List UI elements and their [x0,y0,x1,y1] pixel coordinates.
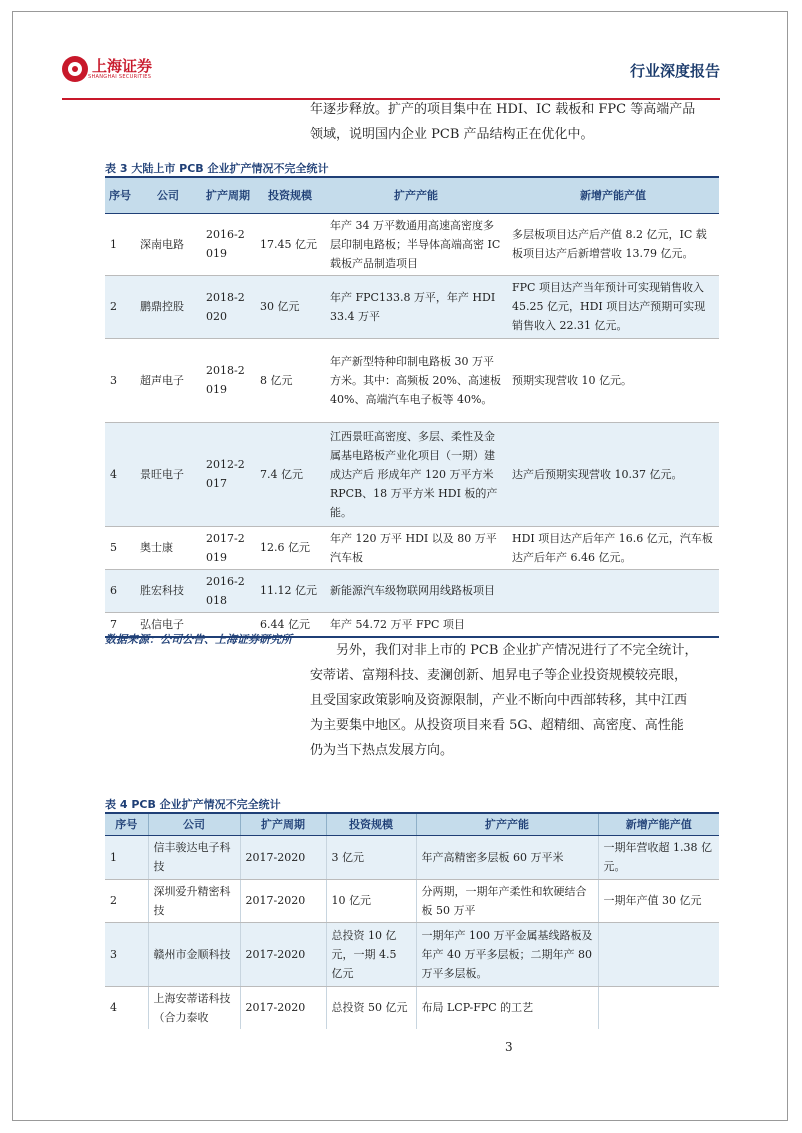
cell: 17.45 亿元 [255,213,325,275]
table3 [105,176,719,638]
table-row [105,835,719,879]
logo-icon [62,56,88,82]
col-header: 扩产产能 [416,813,598,835]
cell: 预期实现营收 10 亿元。 [507,338,719,422]
table4-caption: 表 4 PCB 企业扩产情况不完全统计 [105,798,281,811]
cell: 2018-2019 [201,338,255,422]
cell: 鹏鼎控股 [135,275,201,338]
cell: 一期年营收超 1.38 亿元。 [598,835,719,879]
cell: 10 亿元 [326,879,416,922]
cell: 2016-2018 [201,569,255,612]
cell: 3 [105,338,135,422]
cell: 多层板项目达产后产值 8.2 亿元，IC 载板项目达产后新增营收 13.79 亿元。 [507,213,719,275]
text-line: 年逐步释放。扩产的项目集中在 HDI、IC 载板和 FPC 等高端产品 [310,102,696,117]
cell: 8 亿元 [255,338,325,422]
table-row [105,526,719,569]
report-type: 行业深度报告 [629,62,720,80]
cell: 达产后预期实现营收 10.37 亿元。 [507,422,719,526]
cell: 奥士康 [135,526,201,569]
col-header: 公司 [148,813,240,835]
text-line: 安蒂诺、富翔科技、麦澜创新、旭昇电子等企业投资规模较亮眼， [310,668,688,683]
cell: 7.4 亿元 [255,422,325,526]
cell: 总投资 10 亿元，一期 4.5 亿元 [326,922,416,986]
table-row [105,422,719,526]
table-row [105,213,719,275]
col-header: 序号 [105,177,135,213]
cell: 上海安蒂诺科技（合力泰收 [148,986,240,1029]
cell: 年产 54.72 万平 FPC 项目 [325,612,507,637]
col-header: 序号 [105,813,148,835]
cell: 深南电路 [135,213,201,275]
cell: 1 [105,835,148,879]
table-row [105,569,719,612]
table-row [105,275,719,338]
text-line: 另外，我们对非上市的 PCB 企业扩产情况进行了不完全统计， [336,643,698,658]
table-row [105,986,719,1029]
cell: 年产 120 万平 HDI 以及 80 万平汽车板 [325,526,507,569]
text-line: 为主要集中地区。从投资项目来看 5G、超精细、高密度、高性能 [310,718,684,733]
cell: 3 [105,922,148,986]
col-header: 投资规模 [255,177,325,213]
cell [507,569,719,612]
cell: 30 亿元 [255,275,325,338]
text-line: 领域，说明国内企业 PCB 产品结构正在优化中。 [310,127,594,142]
body-paragraph [310,638,730,763]
table-row [105,879,719,922]
cell: 2017-2019 [201,526,255,569]
cell: 12.6 亿元 [255,526,325,569]
cell: 布局 LCP-FPC 的工艺 [416,986,598,1029]
cell: 年产 34 万平数通用高速高密度多层印制电路板；半导体高端高密 IC 载板产品制造项目 [325,213,507,275]
cell: 年产高精密多层板 60 万平米 [416,835,598,879]
cell: 2 [105,275,135,338]
cell: 2017-2020 [240,879,326,922]
cell: 年产 FPC133.8 万平，年产 HDI33.4 万平 [325,275,507,338]
text-line: 且受国家政策影响及资源限制，产业不断向中西部转移，其中江西 [310,693,688,708]
cell: 11.12 亿元 [255,569,325,612]
cell: 分两期，一期年产柔性和软硬结合板 50 万平 [416,879,598,922]
data-source: 数据来源：公司公告、上海证券研究所 [105,633,292,646]
cell: 总投资 50 亿元 [326,986,416,1029]
cell: 一期年产 100 万平金属基线路板及年产 40 万平多层板；二期年产 80 万平多层板。 [416,922,598,986]
cell: 1 [105,213,135,275]
cell: 2017-2020 [240,835,326,879]
table3-caption: 表 3 大陆上市 PCB 企业扩产情况不完全统计 [105,162,329,175]
cell: 3 亿元 [326,835,416,879]
company-logo [62,56,152,82]
cell: 信丰骏达电子科技 [148,835,240,879]
table-row [105,922,719,986]
col-header: 新增产能产值 [598,813,719,835]
col-header: 扩产周期 [201,177,255,213]
cell: 胜宏科技 [135,569,201,612]
table-header-row [105,177,719,213]
cell: 江西景旺高密度、多层、柔性及金属基电路板产业化项目（一期）建成达产后 形成年产 120 万平方米 RPCB、18 万平方米 HDI 板的产能。 [325,422,507,526]
logo-subtitle: SHANGHAI SECURITIES [88,74,152,80]
cell: 6 [105,569,135,612]
cell: 景旺电子 [135,422,201,526]
cell [598,922,719,986]
cell: 赣州市金顺科技 [148,922,240,986]
cell: 2 [105,879,148,922]
cell: 2018-2020 [201,275,255,338]
page-header [62,50,720,100]
cell: 深圳爱升精密科技 [148,879,240,922]
cell: 新能源汽车级物联网用线路板项目 [325,569,507,612]
cell [598,986,719,1029]
page-number: 3 [505,1040,513,1054]
col-header: 扩产周期 [240,813,326,835]
cell: 年产新型特种印制电路板 30 万平方米。其中：高频板 20%、高速板 40%、高端汽车电子板等 40%。 [325,338,507,422]
logo-name: 上海证券 [92,57,153,75]
cell: 4 [105,422,135,526]
cell: HDI 项目达产后年产 16.6 亿元，汽车板达产后年产 6.46 亿元。 [507,526,719,569]
table-row [105,338,719,422]
cell: FPC 项目达产当年预计可实现销售收入 45.25 亿元，HDI 项目达产预期可实现销售收入 22.31 亿元。 [507,275,719,338]
col-header: 新增产能产值 [507,177,719,213]
cell: 5 [105,526,135,569]
text-line: 仍为当下热点发展方向。 [310,743,454,758]
cell: 一期年产值 30 亿元 [598,879,719,922]
cell: 6.44 亿元 [255,612,325,637]
cell: 超声电子 [135,338,201,422]
table-header-row [105,813,719,835]
cell: 2016-2019 [201,213,255,275]
table4 [105,812,719,1029]
col-header: 扩产产能 [325,177,507,213]
cell [507,612,719,637]
cell: 弘信电子 [135,612,201,637]
cell: 2017-2020 [240,922,326,986]
col-header: 公司 [135,177,201,213]
col-header: 投资规模 [326,813,416,835]
cell: 4 [105,986,148,1029]
cell: 2017-2020 [240,986,326,1029]
intro-paragraph [310,97,730,147]
cell: 2012-2017 [201,422,255,526]
cell: 7 [105,612,135,637]
